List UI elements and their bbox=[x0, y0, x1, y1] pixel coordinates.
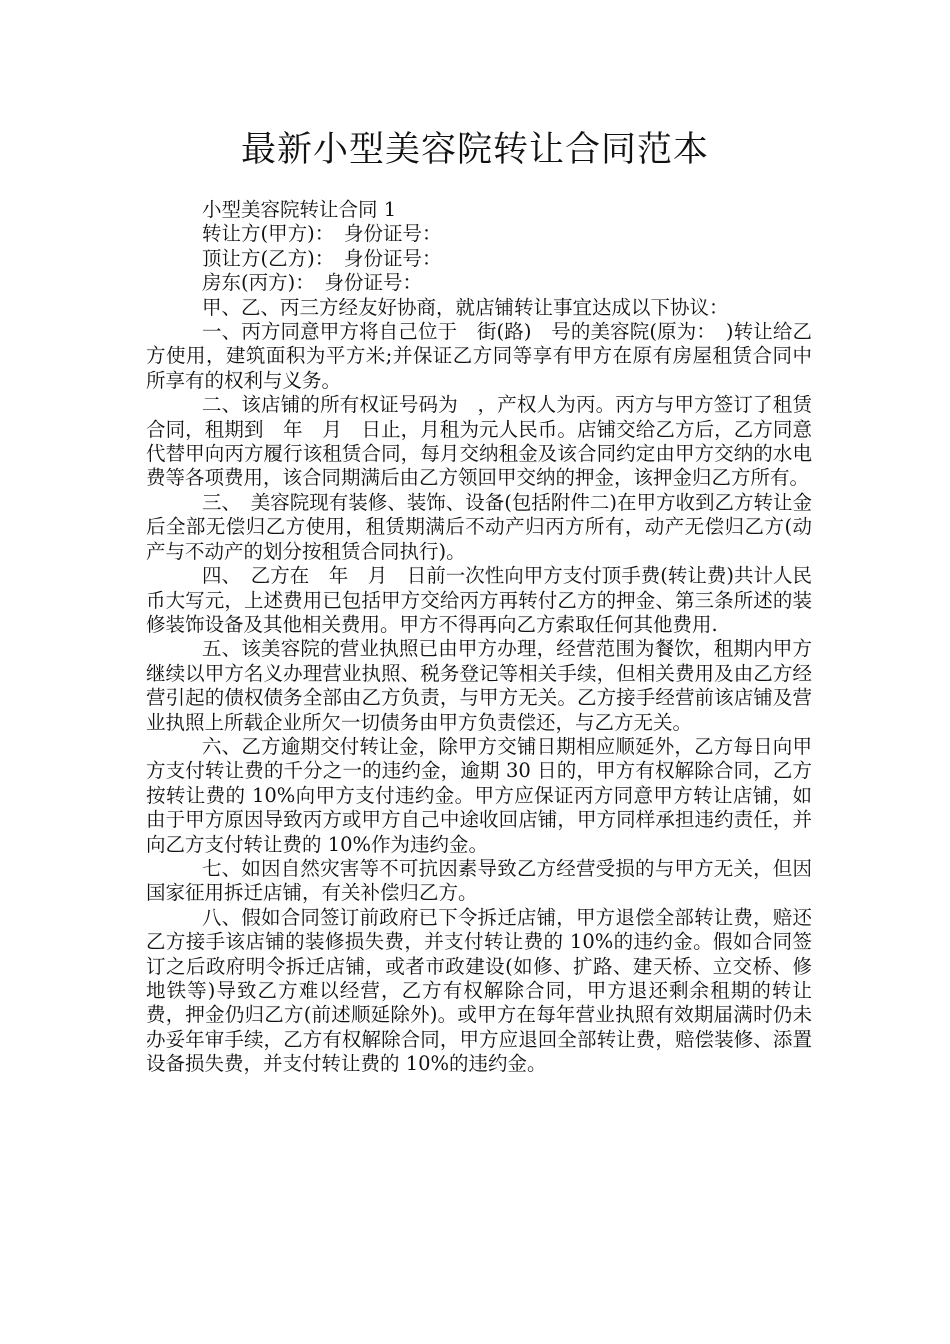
clause-7: 七、如因自然灾害等不可抗因素导致乙方经营受损的与甲方无关，但因国家征用拆迁店铺，有关补偿归乙方。 bbox=[146, 856, 812, 905]
clause-8: 八、假如合同签订前政府已下令拆迁店铺，甲方退偿全部转让费，赔还乙方接手该店铺的装修损失费，并支付转让费的 10%的违约金。假如合同签订之后政府明令拆迁店铺，或者市政建设(如修、扩路、建天桥、立交桥、修地铁等)导致乙方难以经营，乙方有权解除合同，甲方退还剩余租期的转让费，押金仍归乙方(前述顺延除外)。或甲方在每年营业执照有效期届满时仍未办妥年审手续，乙方有权解除合同，甲方应退回全部转让费，赔偿装修、添置设备损失费，并支付转让费的 10%的违约金。 bbox=[146, 905, 812, 1076]
party-landlord: 房东(丙方)： 身份证号： bbox=[202, 271, 422, 295]
document-body bbox=[146, 198, 812, 1077]
document-title: 最新小型美容院转让合同范本 bbox=[240, 130, 709, 170]
clause-1: 一、丙方同意甲方将自己位于 街(路) 号的美容院(原为： )转让给乙方使用，建筑面积为平方米;并保证乙方同等享有甲方在原有房屋租赁合同中所享有的权利与义务。 bbox=[146, 320, 812, 392]
agreement-intro: 甲、乙、丙三方经友好协商，就店铺转让事宜达成以下协议： bbox=[202, 295, 729, 319]
contract-subtitle: 小型美容院转让合同 1 bbox=[202, 198, 397, 221]
clause-5: 五、该美容院的营业执照已由甲方办理，经营范围为餐饮，租期内甲方继续以甲方名义办理营业执照、税务登记等相关手续，但相关费用及由乙方经营引起的债权债务全部由乙方负责，与甲方无关。乙方接手经营前该店铺及营业执照上所载企业所欠一切债务由甲方负责偿还，与乙方无关。 bbox=[146, 637, 812, 734]
clause-3: 三、 美容院现有装修、装饰、设备(包括附件二)在甲方收到乙方转让金后全部无偿归乙方使用，租赁期满后不动产归丙方所有，动产无偿归乙方(动产与不动产的划分按租赁合同执行)。 bbox=[146, 490, 812, 563]
clause-2: 二、该店铺的所有权证号码为 ，产权人为丙。丙方与甲方签订了租赁合同，租期到 年 月 日止，月租为元人民币。店铺交给乙方后，乙方同意代替甲向丙方履行该租赁合同，每月交纳租金及该合同约定由甲方交纳的水电费等各项费用，该合同期满后由乙方领回甲交纳的押金，该押金归乙方所有。 bbox=[146, 393, 812, 490]
clause-6: 六、乙方逾期交付转让金，除甲方交铺日期相应顺延外，乙方每日向甲方支付转让费的千分之一的违约金，逾期 30 日的，甲方有权解除合同，乙方按转让费的 10%向甲方支付违约金。甲方应保证丙方同意甲方转让店铺，如由于甲方原因导致丙方或甲方自己中途收回店铺，甲方同样承担违约责任，并向乙方支付转让费的 10%作为违约金。 bbox=[146, 734, 812, 856]
clause-4: 四、 乙方在 年 月 日前一次性向甲方支付顶手费(转让费)共计人民币大写元，上述费用已包括甲方交给丙方再转付乙方的押金、第三条所述的装修装饰设备及其他相关费用。甲方不得再向乙方索取任何其他费用. bbox=[146, 564, 812, 636]
party-transferee: 顶让方(乙方)： 身份证号： bbox=[202, 246, 442, 270]
party-transferor: 转让方(甲方)： 身份证号： bbox=[202, 222, 442, 246]
